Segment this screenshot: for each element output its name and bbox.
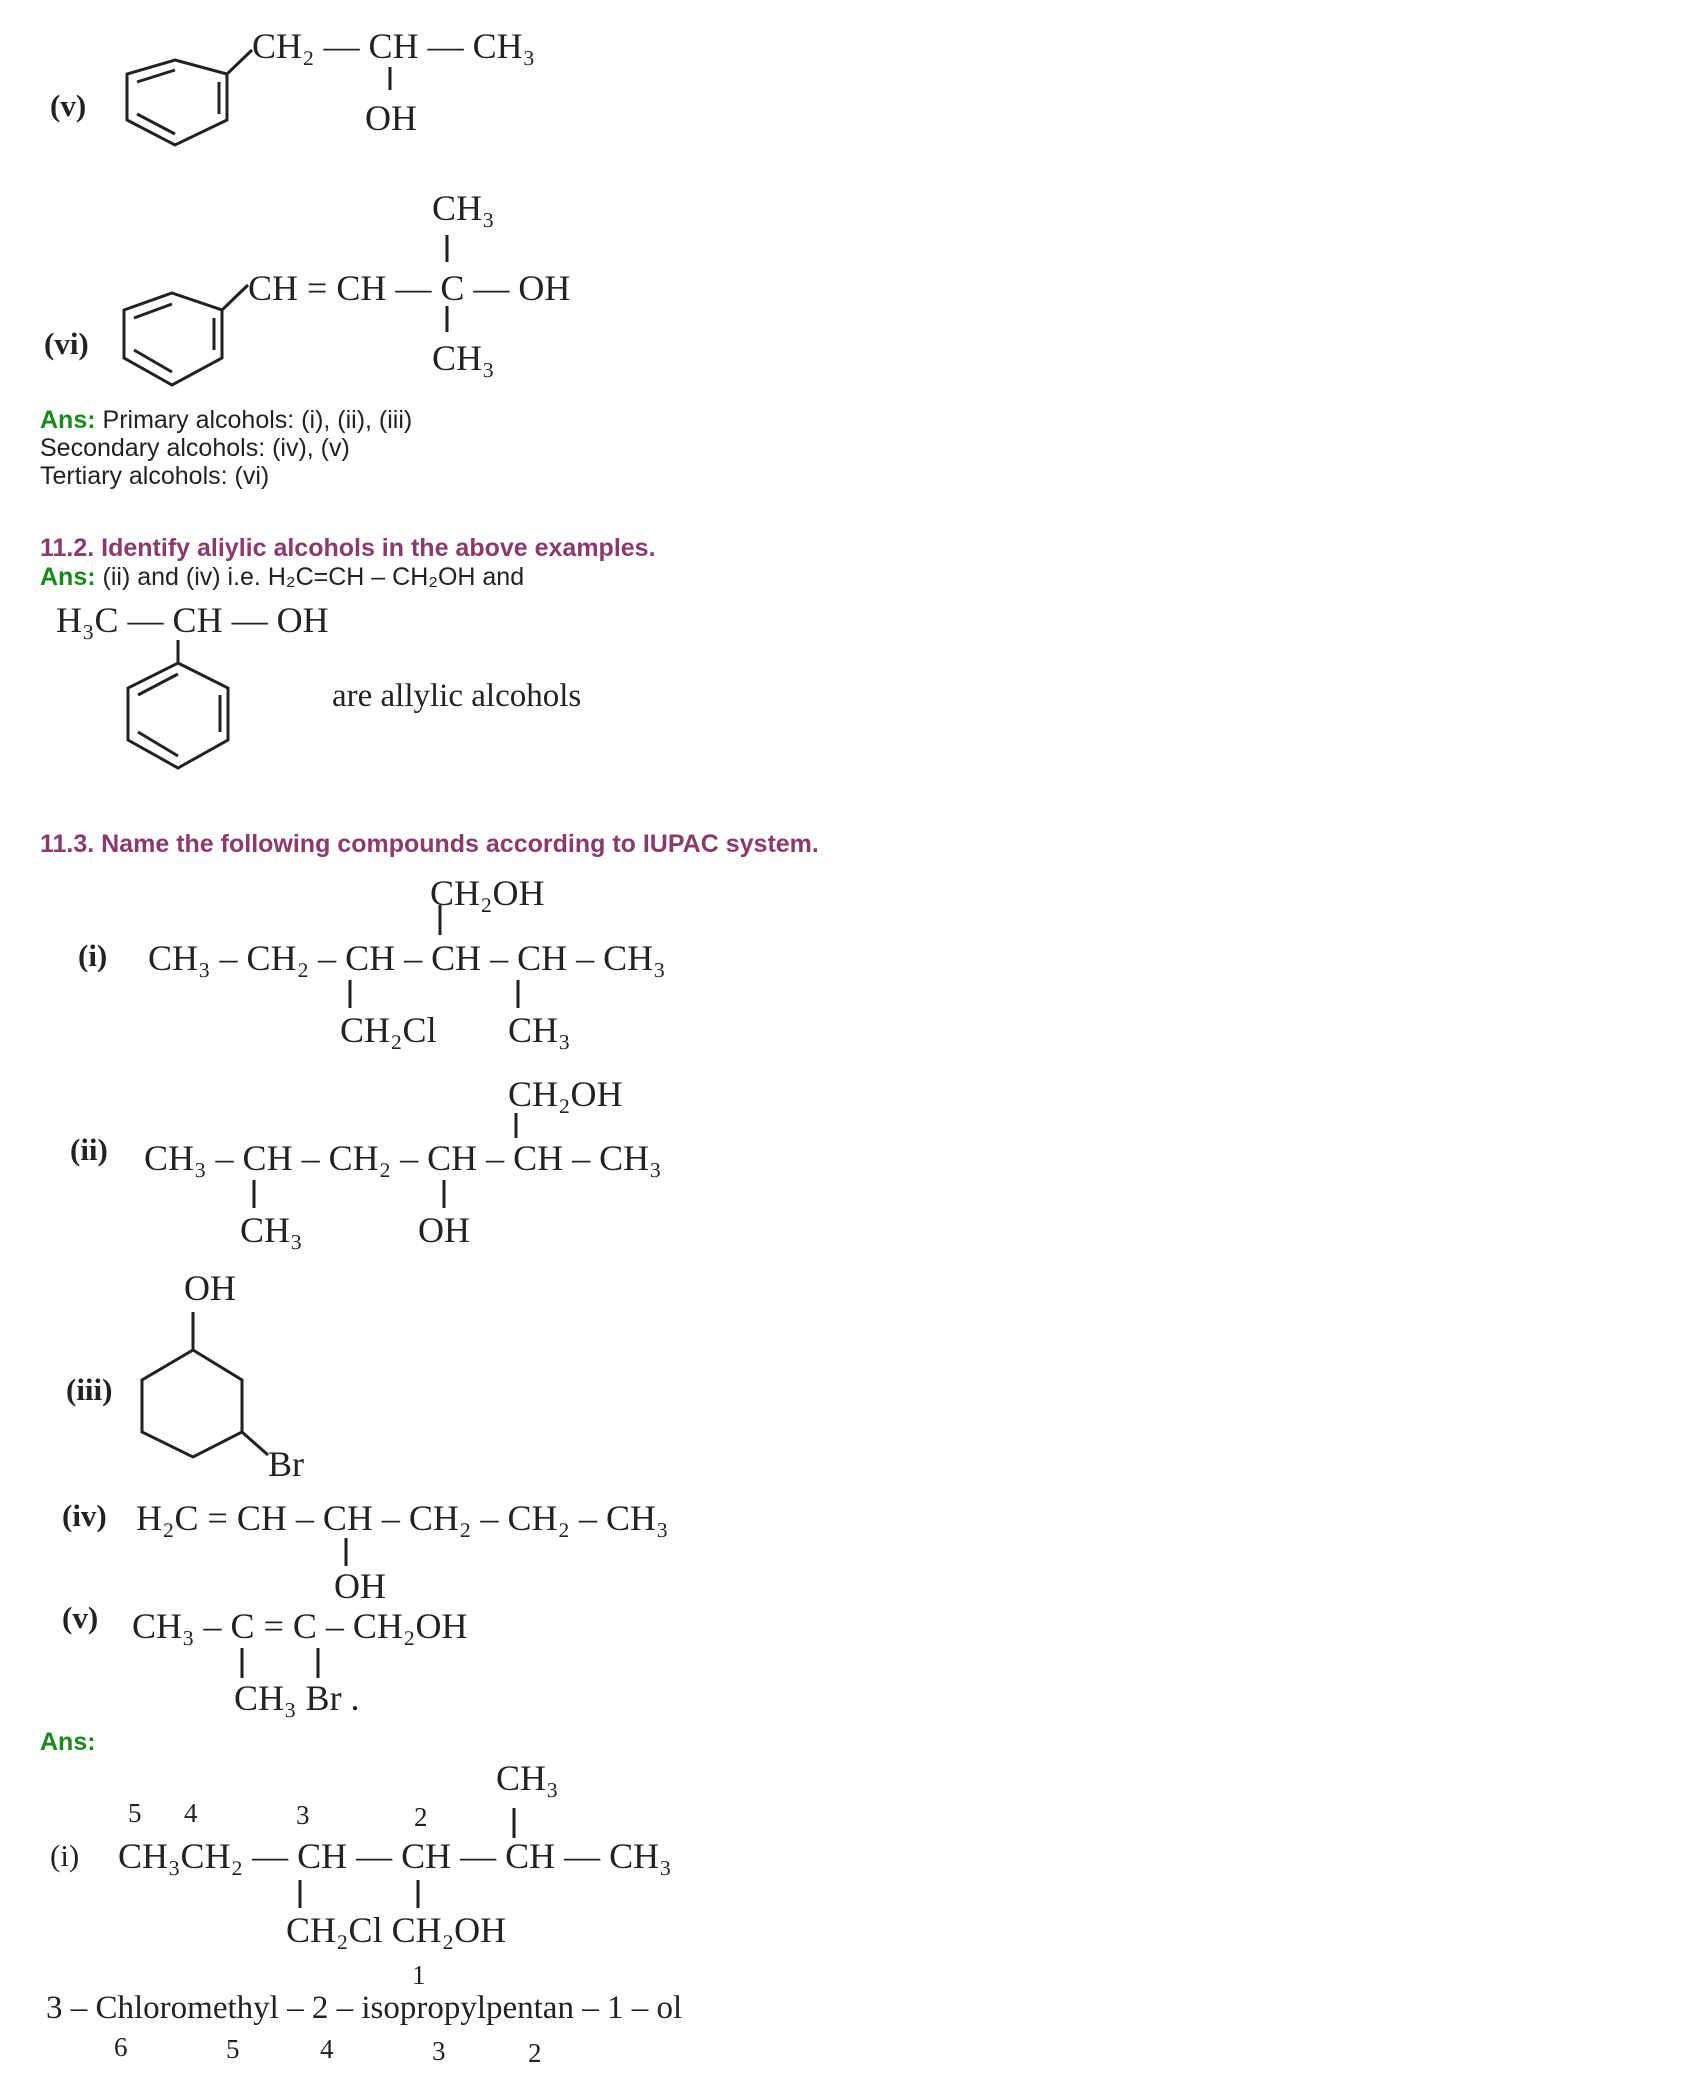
- 3v-main: CH₃ – C = C – CH₂OH: [132, 1606, 468, 1646]
- cyclohexane-ring: [142, 1312, 268, 1457]
- 3i-sub2: CH₃: [508, 1010, 571, 1050]
- ch3-top-vi: CH₃: [432, 188, 495, 228]
- 3iv-sub: OH: [334, 1566, 386, 1606]
- benzene-ring-v: [127, 50, 252, 145]
- 3iv-label: (iv): [62, 1498, 107, 1533]
- label-vi: (vi): [44, 326, 89, 361]
- ans-i-num-top-4: 4: [184, 1798, 198, 1828]
- ch3-bottom-vi: CH₃: [432, 338, 495, 378]
- answer-11-2: [40, 563, 524, 592]
- answer-primary: [40, 406, 412, 435]
- 3ii-sub1: CH₃: [240, 1210, 303, 1250]
- answer-tertiary: Tertiary alcohols: (vi): [40, 462, 270, 490]
- ans-i-num-one: 1: [412, 1960, 426, 1990]
- 3iii-br: Br: [268, 1444, 304, 1484]
- answer-11-3-label-text: Ans:: [40, 1728, 96, 1756]
- question-11-3: 11.3. Name the following compounds according to IUPAC system.: [40, 830, 819, 858]
- 3i-main: CH₃ – CH₂ – CH – CH – CH – CH₃: [148, 938, 666, 978]
- oh-v: OH: [365, 98, 417, 138]
- answer-label: Ans:: [40, 406, 96, 434]
- ans-i-ch3-top: CH₃: [496, 1758, 559, 1798]
- ans-i-num-top-3: 3: [296, 1800, 310, 1830]
- ans-i-sub: CH₂Cl CH₂OH: [286, 1910, 507, 1950]
- benzene-ring-allylic: [128, 640, 228, 768]
- 3i-top: CH₂OH: [430, 873, 545, 913]
- benzene-ring-vi: [124, 285, 248, 385]
- 3i-label: (i): [78, 938, 108, 973]
- allylic-structure-chain: H₃C — CH — OH: [56, 600, 329, 640]
- ans-i-num-bottom-6: 6: [114, 2032, 128, 2062]
- ans-i-num-top-5: 5: [128, 1798, 142, 1828]
- answer-11-2-text: (ii) and (iv) i.e. H₂C=CH – CH₂OH and: [102, 563, 525, 591]
- 3i-sub1: CH₂Cl: [340, 1010, 437, 1050]
- ans-i-main: CH₃CH₂ — CH — CH — CH — CH₃: [118, 1836, 672, 1876]
- 3v-label: (v): [62, 1600, 99, 1635]
- chain-v: CH₂ — CH — CH₃: [252, 26, 536, 66]
- 3ii-top: CH₂OH: [508, 1074, 623, 1114]
- answer-11-2-label: Ans:: [40, 563, 96, 591]
- allylic-suffix: are allylic alcohols: [332, 678, 582, 714]
- 3iii-oh: OH: [184, 1268, 236, 1308]
- answer-11-3-label: [40, 1728, 96, 1757]
- ans-i-num-bottom-2: 2: [528, 2038, 542, 2068]
- ans-i-iupac-name: 3 – Chloromethyl – 2 – isopropylpentan – 1 – ol: [46, 1990, 683, 2026]
- ans-i-num-bottom-4: 4: [320, 2034, 334, 2064]
- ans-i-num-bottom-5: 5: [226, 2034, 240, 2064]
- ans-i-num-bottom-3: 3: [432, 2036, 446, 2066]
- 3iv-main: H₂C = CH – CH – CH₂ – CH₂ – CH₃: [136, 1498, 669, 1538]
- 3ii-sub2: OH: [418, 1210, 470, 1250]
- 3ii-main: CH₃ – CH – CH₂ – CH – CH – CH₃: [144, 1138, 662, 1178]
- 3ii-label: (ii): [70, 1132, 108, 1167]
- chain-vi: CH = CH — C — OH: [248, 268, 571, 308]
- 3iii-label: (iii): [66, 1372, 113, 1407]
- 3v-sub: CH₃ Br .: [234, 1678, 360, 1718]
- answer-secondary: Secondary alcohols: (iv), (v): [40, 434, 350, 462]
- question-11-2: 11.2. Identify aliylic alcohols in the above examples.: [40, 534, 656, 562]
- answer-primary-text: Primary alcohols: (i), (ii), (iii): [102, 406, 413, 434]
- label-v: (v): [50, 88, 87, 123]
- ans-i-num-top-2: 2: [414, 1802, 428, 1832]
- ans-i-label: (i): [50, 1838, 80, 1873]
